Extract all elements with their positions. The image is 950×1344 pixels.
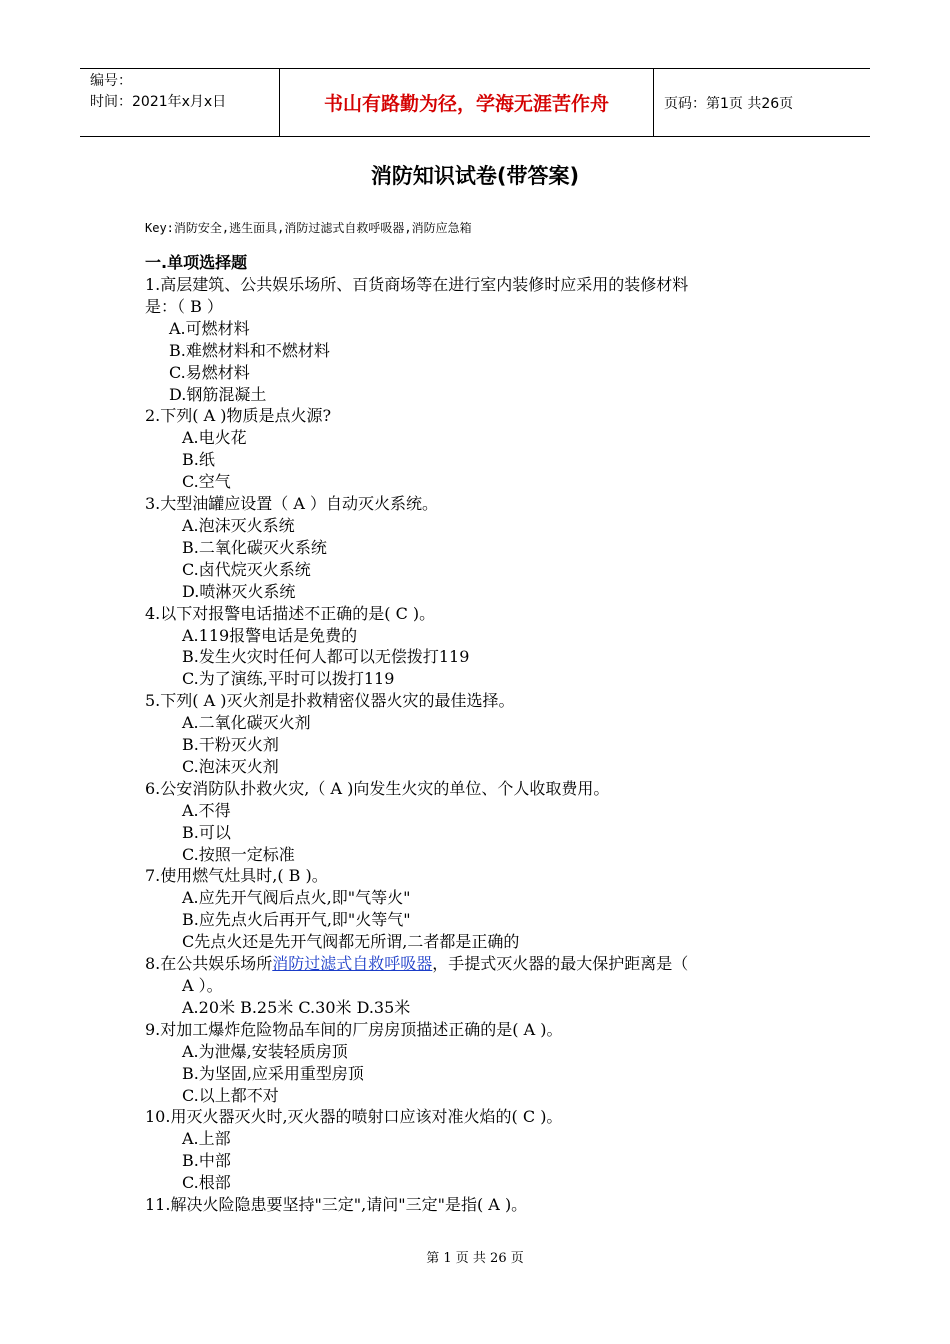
question-9: 9.对加工爆炸危险物品车间的厂房房顶描述正确的是( A )。	[145, 1019, 563, 1039]
option: D.喷淋灭火系统	[182, 581, 296, 601]
option: B.为坚固,应采用重型房顶	[182, 1063, 364, 1083]
option: D.钢筋混凝土	[169, 384, 267, 404]
option: A.泡沫灭火系统	[182, 515, 295, 535]
option: B.可以	[182, 822, 231, 842]
header-meta	[80, 69, 280, 136]
product-link[interactable]: 消防过滤式自救呼吸器	[272, 954, 433, 974]
question-8-prefix: 8.在公共娱乐场所	[145, 954, 273, 974]
header-page-info: 页码：第1页 共26页	[664, 95, 794, 112]
question-10: 10.用灭火器灭火时,灭火器的喷射口应该对准火焰的( C )。	[145, 1107, 563, 1127]
option: A.20米 B.25米 C.30米 D.35米	[182, 997, 411, 1017]
option: A.不得	[182, 800, 231, 820]
option: C先点火还是先开气阀都无所谓,二者都是正确的	[182, 932, 520, 952]
option: A.应先开气阀后点火,即"气等火"	[182, 888, 411, 908]
date-label: 时间：2021年x月x日	[90, 94, 227, 110]
header-motto: 书山有路勤为径，学海无涯苦作舟	[280, 69, 654, 136]
question-1-cont: 是：（ B ）	[145, 296, 223, 316]
option: A.可燃材料	[169, 318, 250, 338]
question-5: 5.下列( A )灭火剂是扑救精密仪器火灾的最佳选择。	[145, 691, 515, 711]
option: A.119报警电话是免费的	[182, 625, 358, 645]
option: B.二氧化碳灭火系统	[182, 537, 327, 557]
question-1: 1.高层建筑、公共娱乐场所、百货商场等在进行室内装修时应采用的装修材料	[145, 275, 689, 294]
question-6: 6.公安消防队扑救火灾,（ A )向发生火灾的单位、个人收取费用。	[145, 778, 610, 798]
page-header	[80, 68, 870, 137]
question-7: 7.使用燃气灶具时,( B )。	[145, 866, 328, 886]
question-8-answer: A ）。	[182, 976, 223, 995]
option: B.发生火灾时任何人都可以无偿拨打119	[182, 647, 470, 667]
keywords-line: Key:消防安全,逃生面具,消防过滤式自救呼吸器,消防应急箱	[145, 221, 472, 235]
option: C.卤代烷灭火系统	[182, 559, 311, 579]
section-heading: 一.单项选择题	[145, 253, 248, 272]
option: A.上部	[182, 1129, 231, 1149]
option: B.干粉灭火剂	[182, 735, 279, 755]
option: B.应先点火后再开气,即"火等气"	[182, 910, 411, 930]
option: A.为泄爆,安装轻质房顶	[182, 1041, 348, 1061]
option: C.按照一定标准	[182, 844, 295, 864]
question-3: 3.大型油罐应设置（ A ）自动灭火系统。	[145, 494, 438, 514]
option: C.泡沫灭火剂	[182, 756, 279, 776]
option: C.易燃材料	[169, 362, 250, 382]
document-body	[145, 252, 805, 1216]
page-footer: 第 1 页 共 26 页	[426, 1251, 524, 1266]
question-4: 4.以下对报警电话描述不正确的是( C )。	[145, 603, 436, 623]
number-label: 编号：	[90, 73, 132, 89]
question-2: 2.下列( A )物质是点火源?	[145, 406, 332, 426]
option: C.为了演练,平时可以拨打119	[182, 669, 395, 689]
document-title: 消防知识试卷(带答案)	[370, 164, 580, 188]
option: C.空气	[182, 472, 231, 492]
option: B.中部	[182, 1151, 231, 1171]
option: C.根部	[182, 1173, 231, 1193]
option: C.以上都不对	[182, 1085, 279, 1105]
question-8-suffix: ，手提式灭火器的最大保护距离是（	[432, 954, 689, 974]
option: A.二氧化碳灭火剂	[182, 713, 311, 733]
option: B.难燃材料和不燃材料	[169, 340, 330, 360]
option: A.电火花	[182, 428, 247, 448]
question-8	[145, 953, 805, 975]
option: B.纸	[182, 450, 215, 470]
question-11: 11.解决火险隐患要坚持"三定",请问"三定"是指( A )。	[145, 1195, 528, 1215]
